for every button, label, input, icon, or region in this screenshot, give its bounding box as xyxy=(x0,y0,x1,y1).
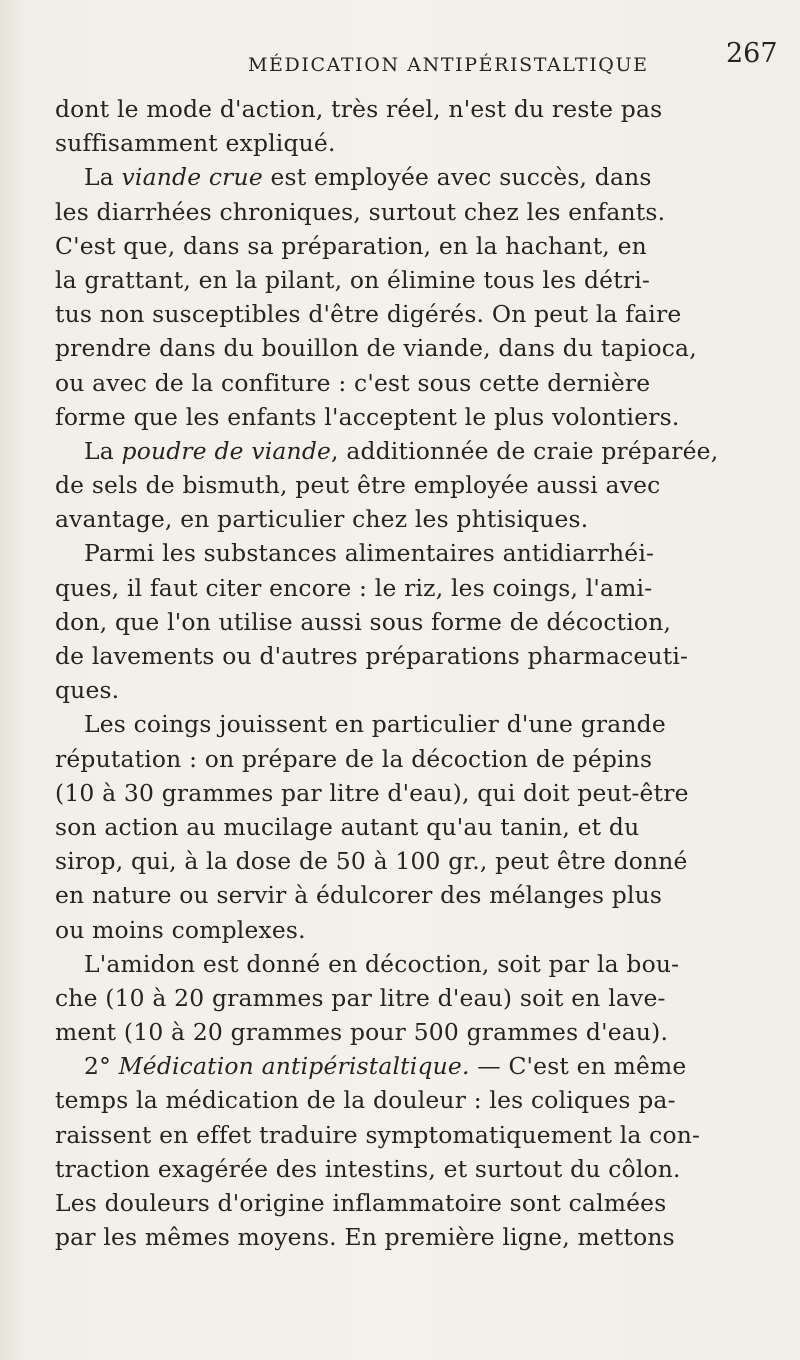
text-line xyxy=(55,1015,795,1049)
text-line xyxy=(55,1186,795,1220)
text-run: temps la médication de la douleur : les coliques pa- xyxy=(55,1086,676,1115)
text-line xyxy=(55,605,795,639)
text-run: Les douleurs d'origine inflammatoire sont calmées xyxy=(55,1189,667,1217)
text-line xyxy=(55,195,795,229)
text-line xyxy=(55,673,795,707)
text-run: sirop, qui, à la dose de 50 à 100 gr., peut être donné xyxy=(55,847,688,876)
text-line xyxy=(55,468,795,502)
text-line xyxy=(55,92,795,126)
text-run: la grattant, en la pilant, on élimine tous les détri- xyxy=(55,265,650,294)
text-run: , additionnée de craie préparée, xyxy=(331,436,719,465)
text-run: raissent en effet traduire symptomatiquement la con- xyxy=(55,1120,701,1149)
text-line xyxy=(55,1083,795,1117)
text-line xyxy=(55,707,795,741)
text-line xyxy=(55,331,795,365)
text-run: prendre dans du bouillon de viande, dans du tapioca, xyxy=(55,334,697,363)
text-run: avantage, en particulier chez les phtisiques. xyxy=(55,505,589,534)
text-line xyxy=(55,263,795,297)
text-line xyxy=(55,366,795,400)
text-run: suffisamment expliqué. xyxy=(55,129,336,158)
text-run: tus non susceptibles d'être digérés. On peut la faire xyxy=(55,300,682,329)
page-number: 267 xyxy=(726,38,778,69)
text-run: C'est que, dans sa préparation, en la hachant, en xyxy=(55,231,647,260)
text-line xyxy=(55,981,795,1015)
text-run: son action au mucilage autant qu'au tanin, et du xyxy=(55,812,640,841)
text-run: dont le mode d'action, très réel, n'est du reste pas xyxy=(55,95,663,123)
text-run: ques. xyxy=(55,676,120,705)
text-run: La xyxy=(84,163,122,192)
text-run: réputation : on prépare de la décoction de pépins xyxy=(55,744,653,773)
text-run: — C'est en même xyxy=(469,1052,687,1081)
text-line xyxy=(55,160,795,194)
text-run: che (10 à 20 grammes par litre d'eau) soit en lave- xyxy=(55,983,666,1012)
running-title: MÉDICATION ANTIPÉRISTALTIQUE xyxy=(248,54,649,76)
text-line xyxy=(55,878,795,912)
text-line xyxy=(55,400,795,434)
text-run: (10 à 30 grammes par litre d'eau), qui doit peut-être xyxy=(55,778,689,807)
text-run: Parmi les substances alimentaires antidiarrhéi- xyxy=(84,539,655,568)
text-run: de lavements ou d'autres préparations pharmaceuti- xyxy=(55,642,689,670)
text-run: La xyxy=(84,436,122,465)
text-line xyxy=(55,1152,795,1186)
text-run: par les mêmes moyens. En première ligne, mettons xyxy=(55,1223,675,1252)
text-line xyxy=(55,229,795,263)
text-line xyxy=(55,502,795,536)
text-run: L'amidon est donné en décoction, soit par la bou- xyxy=(84,949,680,978)
running-head xyxy=(0,8,800,88)
text-run: ques, il faut citer encore : le riz, les coings, l'ami- xyxy=(55,573,653,602)
text-run: est employée avec succès, dans xyxy=(262,163,652,192)
text-run: en nature ou servir à édulcorer des mélanges plus xyxy=(55,881,663,910)
text-line xyxy=(55,947,795,981)
text-run: ou avec de la confiture : c'est sous cette dernière xyxy=(55,368,651,397)
text-line xyxy=(55,571,795,605)
text-line xyxy=(55,742,795,776)
text-line xyxy=(55,297,795,331)
text-run: forme que les enfants l'acceptent le plus volontiers. xyxy=(55,402,680,431)
text-line xyxy=(55,913,795,947)
text-line xyxy=(55,844,795,878)
text-line xyxy=(55,1049,795,1083)
body-text xyxy=(55,92,795,1254)
text-run: traction exagérée des intestins, et surtout du côlon. xyxy=(55,1154,681,1183)
text-line xyxy=(55,1220,795,1254)
text-run: ou moins complexes. xyxy=(55,915,306,944)
text-line xyxy=(55,126,795,160)
text-run: 2° xyxy=(84,1052,119,1081)
text-run: de sels de bismuth, peut être employée aussi avec xyxy=(55,471,661,500)
text-line xyxy=(55,434,795,468)
text-line xyxy=(55,536,795,570)
text-run: Les coings jouissent en particulier d'une grande xyxy=(84,710,666,739)
text-line xyxy=(55,810,795,844)
text-line xyxy=(55,776,795,810)
italic-term: viande crue xyxy=(121,163,263,192)
text-run: ment (10 à 20 grammes pour 500 grammes d'eau). xyxy=(55,1018,669,1047)
text-run: les diarrhées chroniques, surtout chez les enfants. xyxy=(55,197,666,226)
text-run: don, que l'on utilise aussi sous forme de décoction, xyxy=(55,607,672,636)
italic-term: Médication antipéristaltique. xyxy=(118,1052,470,1081)
italic-term: poudre de viande xyxy=(121,436,332,465)
text-line xyxy=(55,639,795,673)
text-line xyxy=(55,1118,795,1152)
